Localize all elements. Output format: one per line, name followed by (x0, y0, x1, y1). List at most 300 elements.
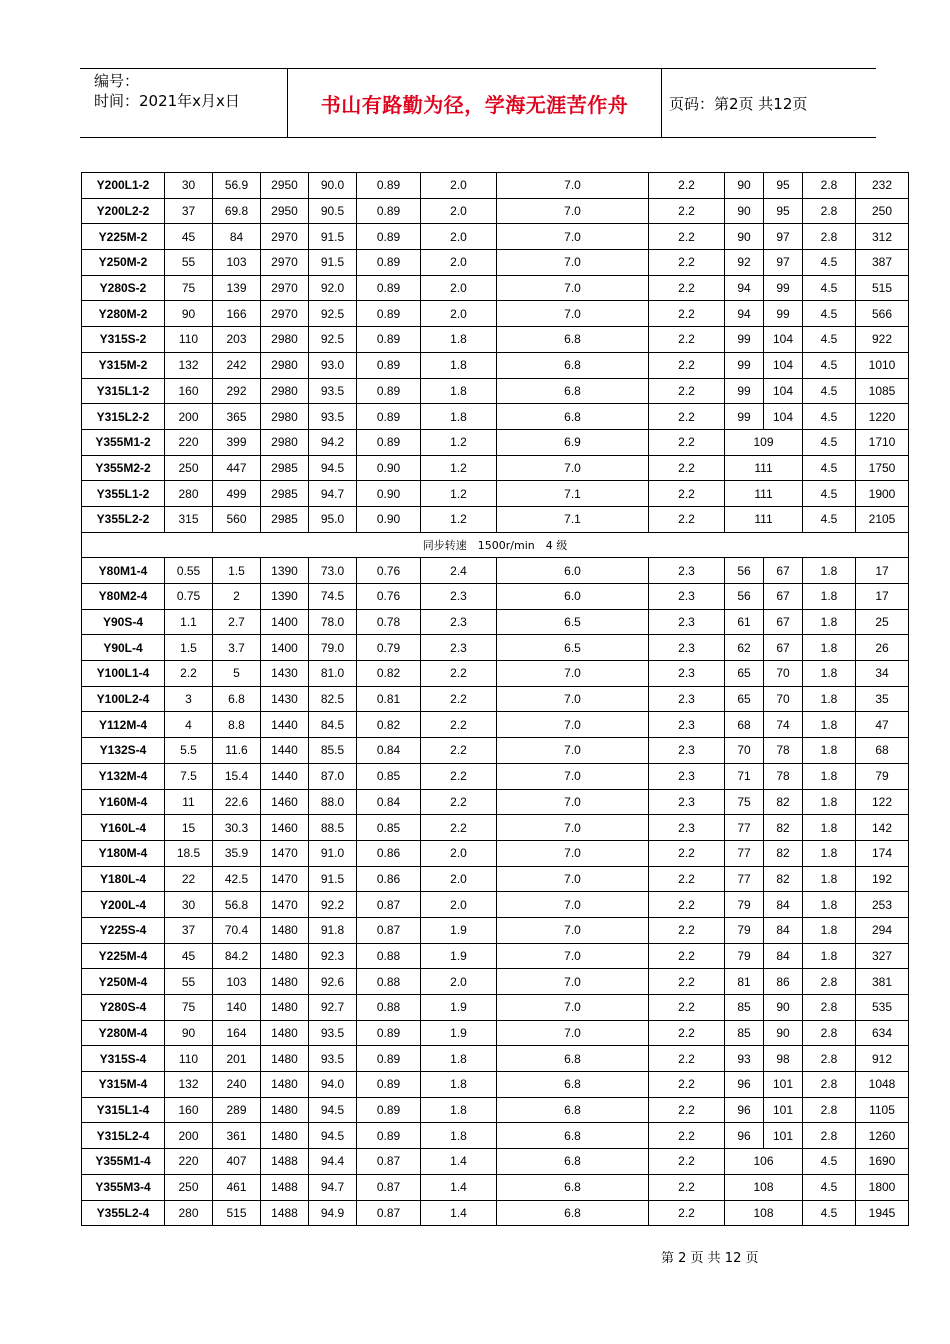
value-cell: 91.0 (309, 840, 357, 866)
value-cell: 0.84 (357, 789, 421, 815)
value-cell: 7.0 (497, 301, 649, 327)
value-cell: 90 (165, 1020, 213, 1046)
value-cell: 7.0 (497, 815, 649, 841)
value-cell: 79 (856, 763, 909, 789)
value-cell: 139 (213, 275, 261, 301)
value-cell: 2.2 (649, 173, 725, 199)
value-cell: 1440 (261, 712, 309, 738)
value-cell: 1488 (261, 1149, 309, 1175)
value-cell: 1440 (261, 763, 309, 789)
value-cell: 1480 (261, 943, 309, 969)
value-cell: 2980 (261, 352, 309, 378)
table-body (82, 173, 909, 1226)
value-cell: 1690 (856, 1149, 909, 1175)
value-cell: 1.2 (421, 481, 497, 507)
value-cell: 103 (213, 969, 261, 995)
value-cell: 2.2 (649, 429, 725, 455)
value-cell: 1480 (261, 995, 309, 1021)
table-row (82, 327, 909, 353)
value-cell: 2.8 (803, 1097, 856, 1123)
value-cell: 1.8 (421, 378, 497, 404)
value-cell: 2.3 (421, 609, 497, 635)
value-cell: 1.1 (165, 609, 213, 635)
value-cell: 4.5 (803, 1200, 856, 1226)
value-cell: 0.87 (357, 1200, 421, 1226)
value-cell: 1.5 (213, 558, 261, 584)
value-cell: 79 (725, 943, 764, 969)
value-cell: 90 (725, 198, 764, 224)
value-cell: 1945 (856, 1200, 909, 1226)
value-cell: 0.88 (357, 969, 421, 995)
value-cell: 98 (764, 1046, 803, 1072)
model-cell: Y315M-2 (82, 352, 165, 378)
value-cell: 6.8 (213, 686, 261, 712)
value-cell: 2.2 (649, 943, 725, 969)
value-cell: 1390 (261, 584, 309, 610)
value-cell: 77 (725, 840, 764, 866)
value-cell: 0.84 (357, 738, 421, 764)
value-cell: 30 (165, 173, 213, 199)
value-cell: 240 (213, 1072, 261, 1098)
value-cell: 2.8 (803, 1046, 856, 1072)
value-cell: 2.2 (649, 1097, 725, 1123)
table-row (82, 1200, 909, 1226)
value-cell: 7.0 (497, 866, 649, 892)
model-cell: Y100L2-4 (82, 686, 165, 712)
value-cell: 82 (764, 840, 803, 866)
value-cell: 1488 (261, 1200, 309, 1226)
value-cell: 88.0 (309, 789, 357, 815)
model-cell: Y355M1-4 (82, 1149, 165, 1175)
page-label: 页码：第2页 共12页 (669, 94, 808, 113)
value-cell: 166 (213, 301, 261, 327)
value-cell: 74.5 (309, 584, 357, 610)
table-row (82, 1072, 909, 1098)
value-cell: 0.87 (357, 892, 421, 918)
value-cell: 106 (725, 1149, 803, 1175)
value-cell: 1048 (856, 1072, 909, 1098)
value-cell: 1488 (261, 1174, 309, 1200)
value-cell: 1010 (856, 352, 909, 378)
value-cell: 92.0 (309, 275, 357, 301)
value-cell: 8.8 (213, 712, 261, 738)
model-cell: Y315L2-2 (82, 404, 165, 430)
value-cell: 2.2 (421, 712, 497, 738)
value-cell: 101 (764, 1123, 803, 1149)
value-cell: 2.2 (421, 789, 497, 815)
value-cell: 1.2 (421, 429, 497, 455)
value-cell: 2.3 (649, 609, 725, 635)
value-cell: 447 (213, 455, 261, 481)
value-cell: 174 (856, 840, 909, 866)
value-cell: 0.88 (357, 943, 421, 969)
value-cell: 15.4 (213, 763, 261, 789)
value-cell: 2970 (261, 275, 309, 301)
value-cell: 220 (165, 1149, 213, 1175)
value-cell: 42.5 (213, 866, 261, 892)
value-cell: 1.2 (421, 506, 497, 532)
value-cell: 92 (725, 250, 764, 276)
value-cell: 200 (165, 404, 213, 430)
value-cell: 2980 (261, 378, 309, 404)
value-cell: 2.3 (649, 661, 725, 687)
model-cell: Y225M-2 (82, 224, 165, 250)
value-cell: 1.8 (803, 738, 856, 764)
value-cell: 6.8 (497, 1123, 649, 1149)
table-row (82, 1046, 909, 1072)
value-cell: 4.5 (803, 301, 856, 327)
value-cell: 2950 (261, 198, 309, 224)
value-cell: 7.0 (497, 789, 649, 815)
value-cell: 6.8 (497, 1174, 649, 1200)
model-cell: Y355M1-2 (82, 429, 165, 455)
value-cell: 90 (764, 995, 803, 1021)
value-cell: 30 (165, 892, 213, 918)
table-row (82, 250, 909, 276)
value-cell: 56 (725, 558, 764, 584)
value-cell: 67 (764, 584, 803, 610)
value-cell: 2.2 (649, 404, 725, 430)
value-cell: 5 (213, 661, 261, 687)
table-row (82, 429, 909, 455)
value-cell: 0.89 (357, 301, 421, 327)
value-cell: 35 (856, 686, 909, 712)
value-cell: 104 (764, 378, 803, 404)
value-cell: 280 (165, 481, 213, 507)
value-cell: 2.3 (649, 584, 725, 610)
value-cell: 203 (213, 327, 261, 353)
value-cell: 99 (725, 327, 764, 353)
value-cell: 2.2 (649, 1046, 725, 1072)
value-cell: 7.0 (497, 224, 649, 250)
value-cell: 2.2 (421, 686, 497, 712)
section-label: 同步转速 1500r/min 4 级 (82, 532, 909, 558)
value-cell: 280 (165, 1200, 213, 1226)
value-cell: 77 (725, 815, 764, 841)
value-cell: 140 (213, 995, 261, 1021)
value-cell: 85 (725, 1020, 764, 1046)
value-cell: 0.86 (357, 866, 421, 892)
value-cell: 1.8 (803, 789, 856, 815)
value-cell: 2.2 (649, 840, 725, 866)
value-cell: 201 (213, 1046, 261, 1072)
motor-spec-table (81, 172, 909, 1226)
model-cell: Y315M-4 (82, 1072, 165, 1098)
value-cell: 94.7 (309, 481, 357, 507)
value-cell: 90 (764, 1020, 803, 1046)
value-cell: 94.4 (309, 1149, 357, 1175)
value-cell: 7.0 (497, 661, 649, 687)
value-cell: 110 (165, 1046, 213, 1072)
value-cell: 7.0 (497, 917, 649, 943)
value-cell: 160 (165, 378, 213, 404)
model-cell: Y80M2-4 (82, 584, 165, 610)
value-cell: 1.8 (803, 686, 856, 712)
value-cell: 70 (764, 661, 803, 687)
value-cell: 111 (725, 506, 803, 532)
table-row (82, 198, 909, 224)
value-cell: 67 (764, 609, 803, 635)
value-cell: 2.0 (421, 198, 497, 224)
value-cell: 81.0 (309, 661, 357, 687)
value-cell: 45 (165, 224, 213, 250)
value-cell: 70 (764, 686, 803, 712)
value-cell: 327 (856, 943, 909, 969)
value-cell: 93.5 (309, 378, 357, 404)
value-cell: 7.0 (497, 198, 649, 224)
value-cell: 96 (725, 1072, 764, 1098)
table-row (82, 866, 909, 892)
value-cell: 381 (856, 969, 909, 995)
value-cell: 2950 (261, 173, 309, 199)
code-label: 编号： (94, 72, 140, 90)
value-cell: 84 (764, 892, 803, 918)
value-cell: 0.89 (357, 250, 421, 276)
value-cell: 6.8 (497, 378, 649, 404)
value-cell: 250 (165, 1174, 213, 1200)
value-cell: 94.0 (309, 1072, 357, 1098)
value-cell: 1105 (856, 1097, 909, 1123)
value-cell: 1260 (856, 1123, 909, 1149)
value-cell: 2.2 (421, 763, 497, 789)
table-row (82, 584, 909, 610)
value-cell: 1.9 (421, 995, 497, 1021)
model-cell: Y200L2-2 (82, 198, 165, 224)
value-cell: 4.5 (803, 1149, 856, 1175)
value-cell: 535 (856, 995, 909, 1021)
value-cell: 2.2 (421, 738, 497, 764)
value-cell: 2 (213, 584, 261, 610)
value-cell: 4.5 (803, 481, 856, 507)
value-cell: 2105 (856, 506, 909, 532)
value-cell: 0.87 (357, 1174, 421, 1200)
model-cell: Y355M2-2 (82, 455, 165, 481)
value-cell: 92.2 (309, 892, 357, 918)
value-cell: 164 (213, 1020, 261, 1046)
value-cell: 6.5 (497, 635, 649, 661)
value-cell: 6.5 (497, 609, 649, 635)
value-cell: 2.8 (803, 1072, 856, 1098)
value-cell: 1.8 (803, 661, 856, 687)
value-cell: 3.7 (213, 635, 261, 661)
value-cell: 2.0 (421, 275, 497, 301)
value-cell: 94.5 (309, 1097, 357, 1123)
value-cell: 62 (725, 635, 764, 661)
value-cell: 95.0 (309, 506, 357, 532)
value-cell: 1.8 (421, 404, 497, 430)
value-cell: 108 (725, 1174, 803, 1200)
value-cell: 2.0 (421, 866, 497, 892)
table-row (82, 352, 909, 378)
value-cell: 104 (764, 327, 803, 353)
value-cell: 1430 (261, 686, 309, 712)
value-cell: 11 (165, 789, 213, 815)
model-cell: Y250M-2 (82, 250, 165, 276)
value-cell: 0.90 (357, 481, 421, 507)
value-cell: 73.0 (309, 558, 357, 584)
model-cell: Y315L1-4 (82, 1097, 165, 1123)
value-cell: 92.5 (309, 301, 357, 327)
value-cell: 1.8 (421, 1123, 497, 1149)
value-cell: 192 (856, 866, 909, 892)
model-cell: Y315L2-4 (82, 1123, 165, 1149)
value-cell: 0.89 (357, 1123, 421, 1149)
value-cell: 56 (725, 584, 764, 610)
model-cell: Y280M-2 (82, 301, 165, 327)
value-cell: 1480 (261, 1072, 309, 1098)
value-cell: 7.0 (497, 712, 649, 738)
value-cell: 1085 (856, 378, 909, 404)
model-cell: Y160M-4 (82, 789, 165, 815)
value-cell: 15 (165, 815, 213, 841)
value-cell: 87.0 (309, 763, 357, 789)
model-cell: Y180L-4 (82, 866, 165, 892)
value-cell: 1.4 (421, 1149, 497, 1175)
table-row (82, 224, 909, 250)
value-cell: 93.0 (309, 352, 357, 378)
value-cell: 0.76 (357, 584, 421, 610)
value-cell: 0.89 (357, 1097, 421, 1123)
value-cell: 2.2 (649, 892, 725, 918)
value-cell: 82 (764, 866, 803, 892)
value-cell: 67 (764, 635, 803, 661)
value-cell: 634 (856, 1020, 909, 1046)
value-cell: 0.89 (357, 429, 421, 455)
value-cell: 93 (725, 1046, 764, 1072)
value-cell: 0.81 (357, 686, 421, 712)
table-row (82, 1097, 909, 1123)
table-row (82, 635, 909, 661)
value-cell: 2.3 (649, 635, 725, 661)
value-cell: 1470 (261, 840, 309, 866)
value-cell: 7.1 (497, 481, 649, 507)
value-cell: 94.5 (309, 455, 357, 481)
value-cell: 91.8 (309, 917, 357, 943)
value-cell: 200 (165, 1123, 213, 1149)
value-cell: 0.87 (357, 917, 421, 943)
value-cell: 2.8 (803, 224, 856, 250)
value-cell: 109 (725, 429, 803, 455)
table-row (82, 1020, 909, 1046)
value-cell: 315 (165, 506, 213, 532)
value-cell: 2.2 (649, 1149, 725, 1175)
value-cell: 1.8 (421, 352, 497, 378)
value-cell: 2970 (261, 301, 309, 327)
value-cell: 0.89 (357, 378, 421, 404)
value-cell: 242 (213, 352, 261, 378)
value-cell: 560 (213, 506, 261, 532)
value-cell: 2.2 (649, 327, 725, 353)
value-cell: 0.82 (357, 661, 421, 687)
value-cell: 2980 (261, 404, 309, 430)
value-cell: 1.8 (803, 892, 856, 918)
value-cell: 1480 (261, 917, 309, 943)
value-cell: 78.0 (309, 609, 357, 635)
value-cell: 7.0 (497, 763, 649, 789)
value-cell: 132 (165, 1072, 213, 1098)
value-cell: 0.87 (357, 1149, 421, 1175)
value-cell: 2.2 (649, 198, 725, 224)
value-cell: 96 (725, 1097, 764, 1123)
value-cell: 78 (764, 738, 803, 764)
value-cell: 103 (213, 250, 261, 276)
table-row (82, 1149, 909, 1175)
table-row (82, 969, 909, 995)
value-cell: 82.5 (309, 686, 357, 712)
value-cell: 1.8 (803, 558, 856, 584)
value-cell: 6.8 (497, 1072, 649, 1098)
value-cell: 2.2 (649, 995, 725, 1021)
value-cell: 111 (725, 455, 803, 481)
value-cell: 253 (856, 892, 909, 918)
value-cell: 4.5 (803, 429, 856, 455)
value-cell: 2.0 (421, 250, 497, 276)
value-cell: 30.3 (213, 815, 261, 841)
value-cell: 2.3 (421, 584, 497, 610)
value-cell: 22 (165, 866, 213, 892)
value-cell: 6.8 (497, 404, 649, 430)
table-row (82, 892, 909, 918)
value-cell: 1.9 (421, 1020, 497, 1046)
value-cell: 26 (856, 635, 909, 661)
value-cell: 1.8 (803, 866, 856, 892)
value-cell: 0.75 (165, 584, 213, 610)
value-cell: 7.0 (497, 455, 649, 481)
value-cell: 160 (165, 1097, 213, 1123)
table-row (82, 173, 909, 199)
value-cell: 2.2 (649, 275, 725, 301)
value-cell: 0.89 (357, 352, 421, 378)
value-cell: 94.9 (309, 1200, 357, 1226)
value-cell: 2.2 (649, 250, 725, 276)
value-cell: 294 (856, 917, 909, 943)
value-cell: 2.2 (649, 1174, 725, 1200)
value-cell: 1.8 (803, 609, 856, 635)
value-cell: 387 (856, 250, 909, 276)
value-cell: 2970 (261, 250, 309, 276)
value-cell: 2.2 (649, 1020, 725, 1046)
value-cell: 1.8 (803, 840, 856, 866)
value-cell: 2.3 (649, 789, 725, 815)
value-cell: 1460 (261, 815, 309, 841)
value-cell: 55 (165, 969, 213, 995)
table-row (82, 763, 909, 789)
value-cell: 4.5 (803, 352, 856, 378)
value-cell: 1.9 (421, 943, 497, 969)
value-cell: 361 (213, 1123, 261, 1149)
value-cell: 4.5 (803, 455, 856, 481)
model-cell: Y280S-4 (82, 995, 165, 1021)
value-cell: 99 (764, 301, 803, 327)
value-cell: 91.5 (309, 224, 357, 250)
value-cell: 2.8 (803, 1020, 856, 1046)
value-cell: 3 (165, 686, 213, 712)
value-cell: 7.5 (165, 763, 213, 789)
value-cell: 2.3 (649, 558, 725, 584)
value-cell: 2.0 (421, 301, 497, 327)
value-cell: 77 (725, 866, 764, 892)
value-cell: 2.2 (649, 352, 725, 378)
model-cell: Y280S-2 (82, 275, 165, 301)
value-cell: 4.5 (803, 378, 856, 404)
value-cell: 6.8 (497, 1200, 649, 1226)
model-cell: Y90S-4 (82, 609, 165, 635)
value-cell: 0.78 (357, 609, 421, 635)
value-cell: 2.3 (649, 738, 725, 764)
value-cell: 1710 (856, 429, 909, 455)
value-cell: 85.5 (309, 738, 357, 764)
value-cell: 78 (764, 763, 803, 789)
